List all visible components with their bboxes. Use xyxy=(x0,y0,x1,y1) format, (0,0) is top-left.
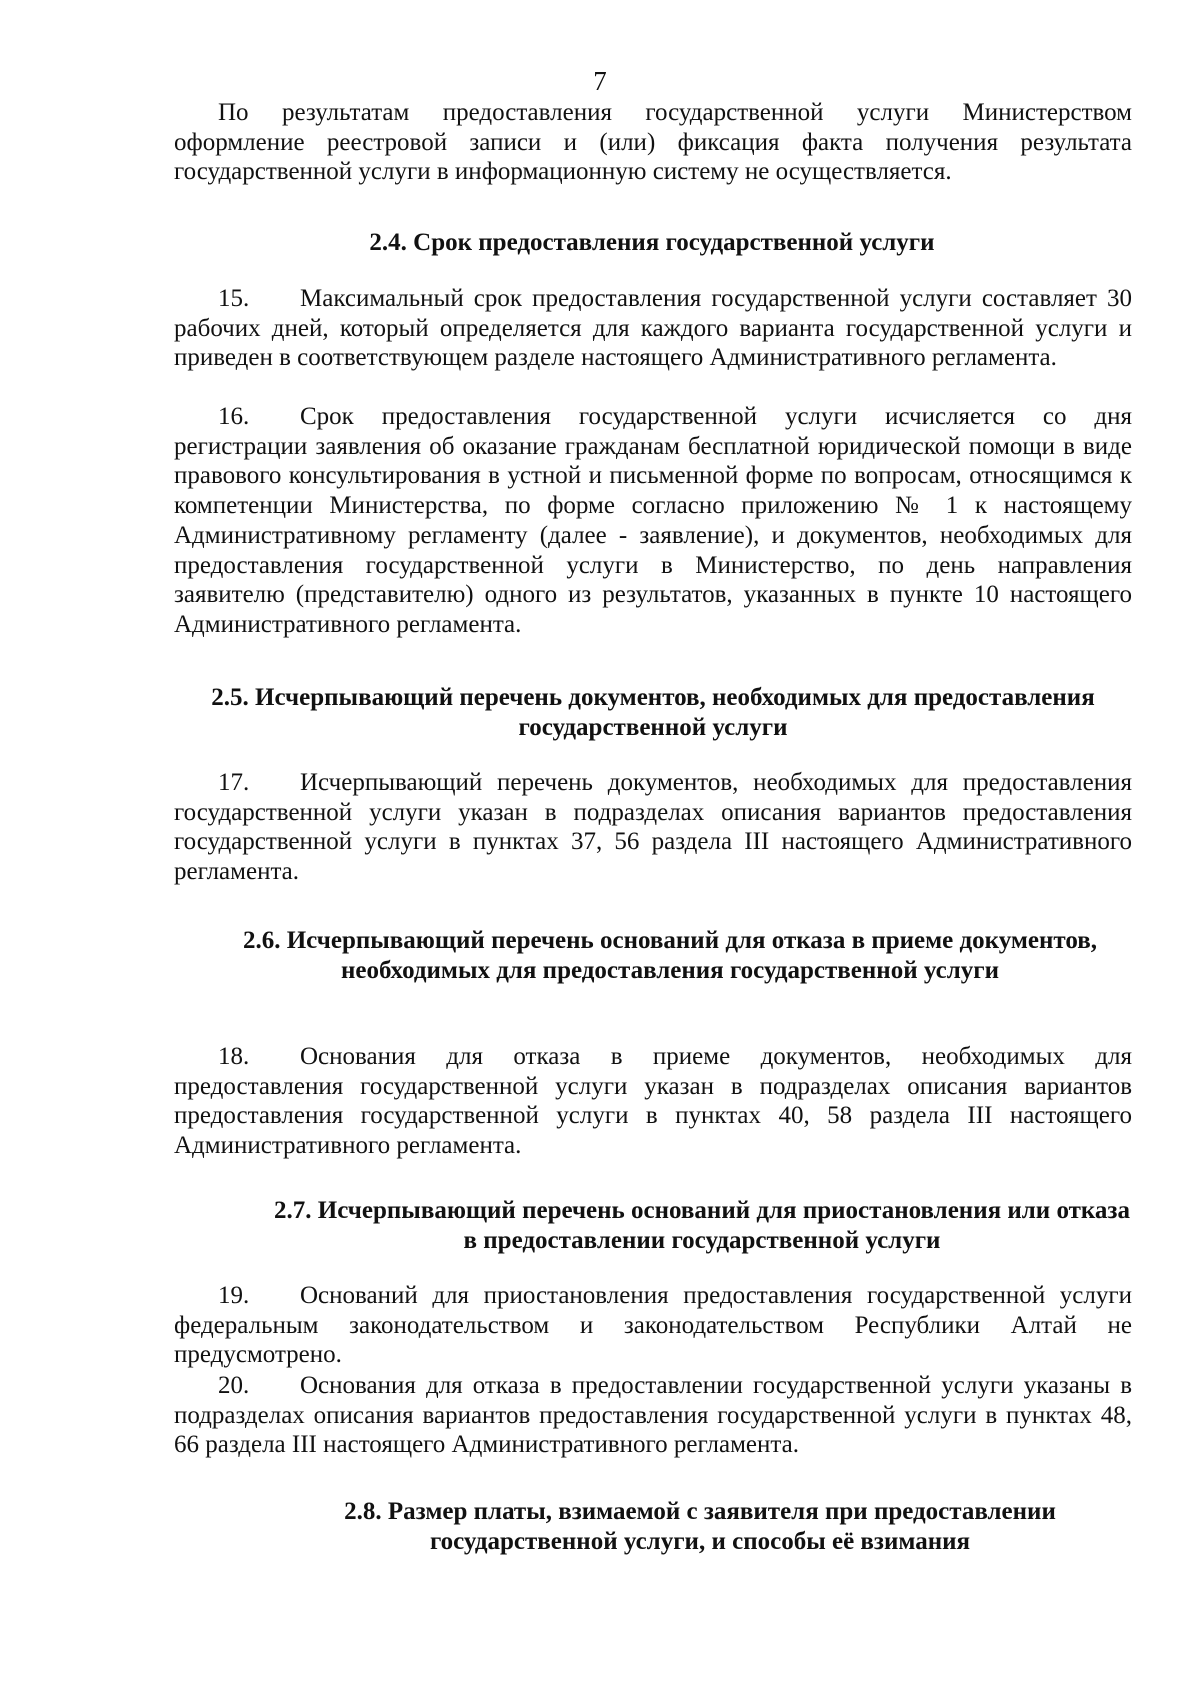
section-heading-2-6: 2.6. Исчерпывающий перечень оснований для отказа в приеме документов, необходимых для предоставления государственной услуги xyxy=(242,927,1097,984)
paragraph-15 xyxy=(174,284,1132,373)
paragraph-18 xyxy=(174,1042,1132,1161)
section-heading-2-8: 2.8. Размер платы, взимаемой с заявителя при предоставлении государственной услуги, и способы её взимания xyxy=(344,1498,1056,1555)
page-number: 7 xyxy=(593,66,607,96)
paragraph-20 xyxy=(174,1371,1132,1460)
paragraph-number: 19. xyxy=(218,1282,250,1309)
paragraph-number: 20. xyxy=(218,1372,250,1399)
paragraph-text: Оснований для приостановления предоставления государственной услуги федеральным законодательством и законодательством Республики Алтай не предусмотрено. xyxy=(174,1282,1132,1369)
paragraph-number: 16. xyxy=(218,403,250,430)
paragraph-17 xyxy=(174,768,1132,887)
paragraph-number: 18. xyxy=(218,1043,250,1070)
section-heading-2-7: 2.7. Исчерпывающий перечень оснований для приостановления или отказа в предоставлении государственной услуги xyxy=(274,1197,1130,1254)
intro-paragraph: По результатам предоставления государственной услуги Министерством оформление реестровой записи и (или) фиксация факта получения результата государственной услуги в информационную систему не осуществляется. xyxy=(174,99,1132,186)
paragraph-text: Основания для отказа в приеме документов, необходимых для предоставления государственной услуги указан в подразделах описания вариантов предоставления государственной услуги в пунктах 40, 58 раздела III настоящего Административного регламента. xyxy=(174,1043,1132,1160)
paragraph-number: 15. xyxy=(218,285,250,312)
paragraph-text: Максимальный срок предоставления государственной услуги составляет 30 рабочих дней, который определяется для каждого варианта государственной услуги и приведен в соответствующем разделе настоящего Административного регламента. xyxy=(174,285,1132,372)
paragraph-text: Исчерпывающий перечень документов, необходимых для предоставления государственной услуги указан в подразделах описания вариантов предоставления государственной услуги в пунктах 37, 56 раздела III настоящего Административного регламента. xyxy=(174,769,1132,886)
paragraph-text: Срок предоставления государственной услуги исчисляется со дня регистрации заявления об оказание гражданам бесплатной юридической помощи в виде правового консультирования в устной и письменной форме по вопросам, относящимся к компетенции Министерства, по форме согласно приложению № 1 к настоящему Административному регламенту (далее - заявление), и документов, необходимых для предоставления государственной услуги в Министерство, по день направления заявителю (представителю) одного из результатов, указанных в пункте 10 настоящего Административного регламента. xyxy=(174,403,1132,638)
paragraph-number: 17. xyxy=(218,769,250,796)
paragraph-text: Основания для отказа в предоставлении государственной услуги указаны в подразделах описания вариантов предоставления государственной услуги в пунктах 48, 66 раздела III настоящего Административного регламента. xyxy=(174,1372,1132,1459)
section-heading-2-4: 2.4. Срок предоставления государственной услуги xyxy=(369,229,935,256)
section-heading-2-5: 2.5. Исчерпывающий перечень документов, необходимых для предоставления государственной услуги xyxy=(211,684,1095,741)
paragraph-16 xyxy=(174,402,1132,640)
paragraph-19 xyxy=(174,1281,1132,1370)
